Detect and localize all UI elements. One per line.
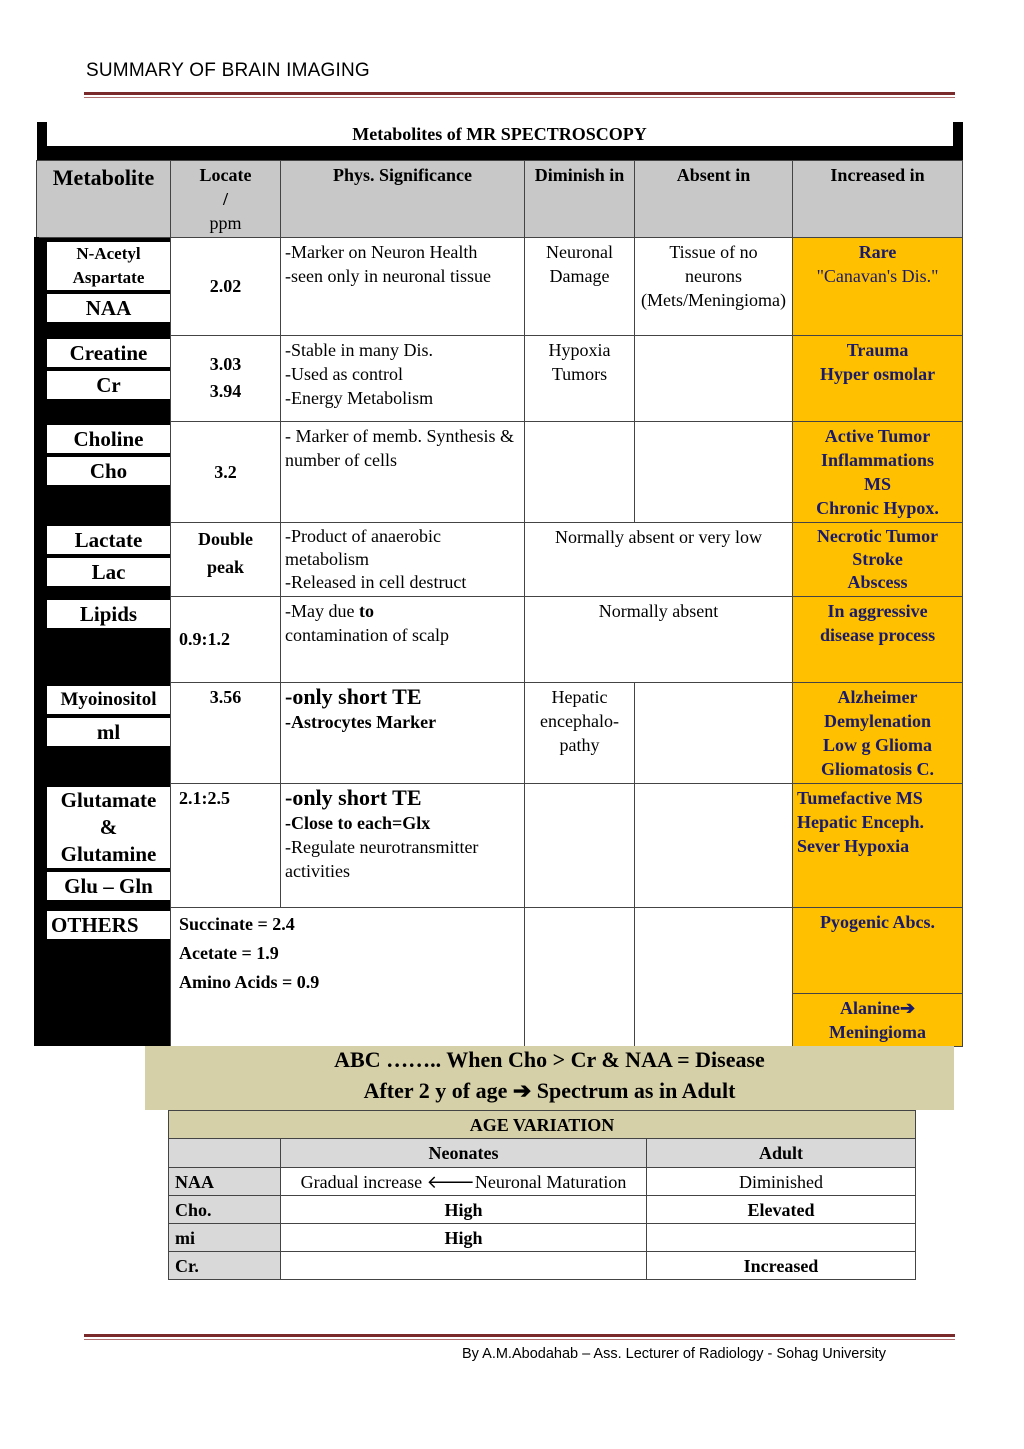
lac-ppm: Double peak	[171, 522, 281, 596]
table-row	[37, 335, 963, 421]
glx-increased: Tumefactive MS Hepatic Enceph. Sever Hypoxia	[793, 783, 963, 907]
mi-diminish: Hepatic encephalo-pathy	[525, 682, 635, 783]
table-row	[169, 1196, 916, 1224]
lip-phys: -May due to contamination of scalp	[281, 596, 525, 682]
lac-increased: Necrotic Tumor Stroke Abscess	[793, 522, 963, 596]
table-row	[37, 596, 963, 682]
age-row-neonates: High	[281, 1196, 647, 1224]
naa-ppm: 2.02	[171, 237, 281, 335]
age-row-neonates: Gradual increase 🡐Neuronal Maturation	[281, 1168, 647, 1196]
age-row-label: Cho.	[169, 1196, 281, 1224]
col-diminish: Diminish in	[525, 160, 635, 237]
footer-rule	[84, 1334, 955, 1337]
mi-absent	[635, 682, 793, 783]
table-row	[37, 421, 963, 522]
table-row	[169, 1168, 916, 1196]
header-rule-thin	[84, 97, 955, 98]
col-locate: Locate / ppm	[171, 160, 281, 237]
lip-ppm: 0.9:1.2	[171, 596, 281, 682]
lac-absent: Normally absent or very low	[525, 522, 793, 596]
lac-name: Lactate Lac	[37, 522, 171, 596]
cho-increased: Active Tumor Inflammations MS Chronic Hypox.	[793, 421, 963, 522]
glx-ppm: 2.1:2.5	[171, 783, 281, 907]
age-title: AGE VARIATION	[169, 1111, 916, 1139]
table-row	[37, 522, 963, 596]
age-variation-table	[168, 1110, 916, 1280]
age-row-adult: Elevated	[647, 1196, 916, 1224]
lip-increased: In aggressive disease process	[793, 596, 963, 682]
age-col-neonates: Neonates	[281, 1139, 647, 1168]
mi-name: Myoinositol ml	[37, 682, 171, 783]
band-line-2: After 2 y of age ➔ Spectrum as in Adult	[145, 1076, 954, 1110]
cr-phys: -Stable in many Dis. -Used as control -Energy Metabolism	[281, 335, 525, 421]
mi-increased: Alzheimer Demylenation Low g Glioma Gliomatosis C.	[793, 682, 963, 783]
naa-increased: Rare "Canavan's Dis."	[793, 237, 963, 335]
table-row	[169, 1252, 916, 1280]
cho-absent	[635, 421, 793, 522]
others-increased-2: Alanine➔ Meningioma	[793, 993, 963, 1046]
age-col-adult: Adult	[647, 1139, 916, 1168]
naa-name: N-Acetyl Aspartate NAA	[37, 237, 171, 335]
table-row	[37, 907, 963, 993]
table-row	[37, 682, 963, 783]
naa-absent: Tissue of no neurons (Mets/Meningioma)	[635, 237, 793, 335]
glx-absent	[635, 783, 793, 907]
age-row-label: mi	[169, 1224, 281, 1252]
spectroscopy-table	[34, 122, 963, 1047]
footer-rule-thin	[84, 1339, 955, 1340]
col-metabolite: Metabolite	[37, 160, 171, 237]
table-row	[37, 237, 963, 335]
cr-diminish: Hypoxia Tumors	[525, 335, 635, 421]
col-increased: Increased in	[793, 160, 963, 237]
glx-phys: -only short TE -Close to each=Glx -Regulate neurotransmitter activities	[281, 783, 525, 907]
naa-phys: -Marker on Neuron Health -seen only in neuronal tissue	[281, 237, 525, 335]
age-row-adult: Increased	[647, 1252, 916, 1280]
age-row-label: Cr.	[169, 1252, 281, 1280]
table-row	[169, 1224, 916, 1252]
others-diminish	[525, 907, 635, 1046]
table-title: Metabolites of MR SPECTROSCOPY	[37, 122, 963, 160]
table-row	[37, 783, 963, 907]
lip-name: Lipids	[37, 596, 171, 682]
age-row-adult: Diminished	[647, 1168, 916, 1196]
age-row-neonates	[281, 1252, 647, 1280]
cr-absent	[635, 335, 793, 421]
col-phys: Phys. Significance	[281, 160, 525, 237]
others-increased-1: Pyogenic Abcs.	[793, 907, 963, 993]
others-absent	[635, 907, 793, 1046]
naa-diminish: Neuronal Damage	[525, 237, 635, 335]
age-row-adult	[647, 1224, 916, 1252]
page-header: SUMMARY OF BRAIN IMAGING	[86, 60, 370, 81]
page-footer: By A.M.Abodahab – Ass. Lecturer of Radiology - Sohag University	[462, 1346, 886, 1362]
band-line-1: ABC …….. When Cho > Cr & NAA = Disease	[145, 1046, 954, 1078]
lac-phys: -Product of anaerobic metabolism -Released in cell destruct	[281, 522, 525, 596]
col-absent: Absent in	[635, 160, 793, 237]
cho-ppm: 3.2	[171, 421, 281, 522]
lip-absent: Normally absent	[525, 596, 793, 682]
age-row-label: NAA	[169, 1168, 281, 1196]
cho-diminish	[525, 421, 635, 522]
age-row-neonates: High	[281, 1224, 647, 1252]
cho-name: Choline Cho	[37, 421, 171, 522]
others-values: Succinate = 2.4 Acetate = 1.9 Amino Acids = 0.9	[171, 907, 525, 1046]
others-name: OTHERS	[37, 907, 171, 1046]
cr-name: Creatine Cr	[37, 335, 171, 421]
glx-diminish	[525, 783, 635, 907]
header-rule	[84, 92, 955, 95]
glx-name: Glutamate & Glutamine Glu – Gln	[37, 783, 171, 907]
cr-increased: Trauma Hyper osmolar	[793, 335, 963, 421]
cr-ppm: 3.03 3.94	[171, 335, 281, 421]
cho-phys: - Marker of memb. Synthesis & number of cells	[281, 421, 525, 522]
mi-phys: -only short TE -Astrocytes Marker	[281, 682, 525, 783]
mi-ppm: 3.56	[171, 682, 281, 783]
age-corner	[169, 1139, 281, 1168]
